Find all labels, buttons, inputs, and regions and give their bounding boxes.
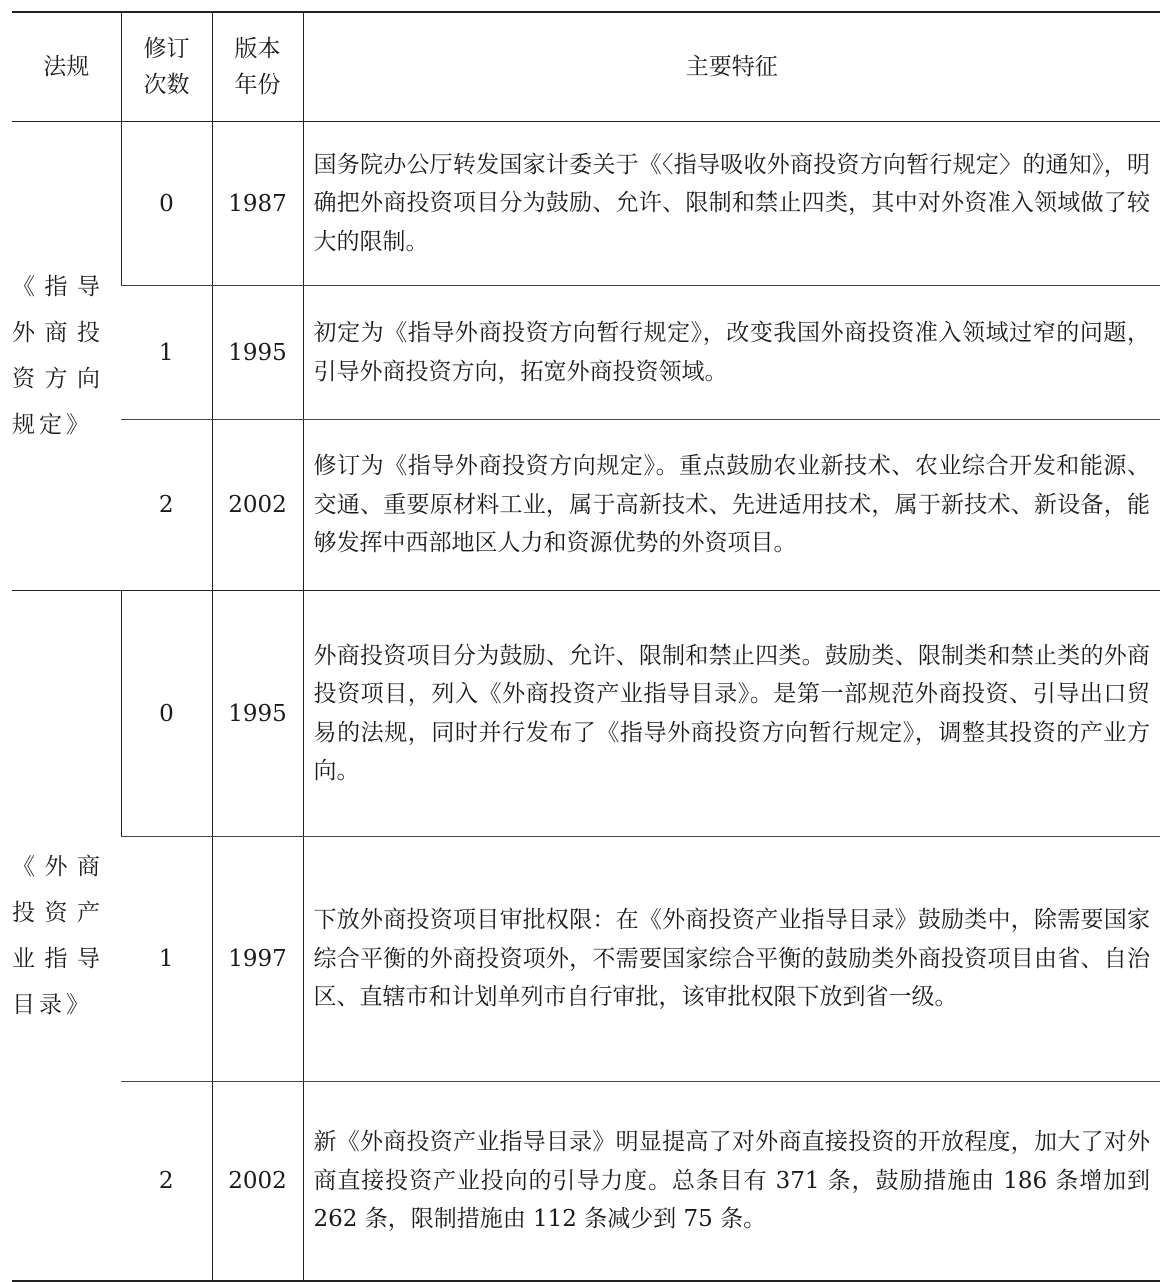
version-year: 2002: [212, 420, 303, 591]
table-row: [12, 591, 1160, 837]
table-row: [12, 122, 1160, 286]
version-year: 1997: [212, 837, 303, 1082]
table-row: [12, 1082, 1160, 1282]
law-name: 《外商投资产业指导目录》: [12, 853, 104, 1018]
revision-count: 2: [121, 420, 212, 591]
table-row: [12, 286, 1160, 420]
header-year: 版本年份: [212, 12, 303, 122]
revision-count: 0: [121, 591, 212, 837]
revision-count: 0: [121, 122, 212, 286]
main-features: 新《外商投资产业指导目录》明显提高了对外商直接投资的开放程度，加大了对外商直接投资产业投向的引导力度。总条目有 371 条，鼓励措施由 186 条增加到 262 条，限制措施由 112 条减少到 75 条。: [303, 1082, 1160, 1282]
revision-count: 1: [121, 837, 212, 1082]
revision-count: 2: [121, 1082, 212, 1282]
table-header-row: [12, 12, 1160, 122]
version-year: 1995: [212, 591, 303, 837]
version-year: 1987: [212, 122, 303, 286]
main-features: 初定为《指导外商投资方向暂行规定》，改变我国外商投资准入领域过窄的问题，引导外商投资方向，拓宽外商投资领域。: [303, 286, 1160, 420]
version-year: 1995: [212, 286, 303, 420]
main-features: 修订为《指导外商投资方向规定》。重点鼓励农业新技术、农业综合开发和能源、交通、重要原材料工业，属于高新技术、先进适用技术，属于新技术、新设备，能够发挥中西部地区人力和资源优势的外资项目。: [303, 420, 1160, 591]
header-law: 法规: [12, 12, 121, 122]
regulation-table: [12, 11, 1160, 1282]
main-features: 外商投资项目分为鼓励、允许、限制和禁止四类。鼓励类、限制类和禁止类的外商投资项目，列入《外商投资产业指导目录》。是第一部规范外商投资、引导出口贸易的法规，同时并行发布了《指导外商投资方向暂行规定》，调整其投资的产业方向。: [303, 591, 1160, 837]
law-name-cell: [12, 591, 121, 1282]
table-row: [12, 420, 1160, 591]
revision-count: 1: [121, 286, 212, 420]
table-row: [12, 837, 1160, 1082]
law-name: 《指导外商投资方向规定》: [12, 274, 104, 438]
header-features: 主要特征: [303, 12, 1160, 122]
main-features: 国务院办公厅转发国家计委关于《〈指导吸收外商投资方向暂行规定〉的通知》，明确把外商投资项目分为鼓励、允许、限制和禁止四类，其中对外资准入领域做了较大的限制。: [303, 122, 1160, 286]
version-year: 2002: [212, 1082, 303, 1282]
main-features: 下放外商投资项目审批权限：在《外商投资产业指导目录》鼓励类中，除需要国家综合平衡的外商投资项外，不需要国家综合平衡的鼓励类外商投资项目由省、自治区、直辖市和计划单列市自行审批，该审批权限下放到省一级。: [303, 837, 1160, 1082]
header-revision: 修订次数: [121, 12, 212, 122]
law-name-cell: [12, 122, 121, 591]
